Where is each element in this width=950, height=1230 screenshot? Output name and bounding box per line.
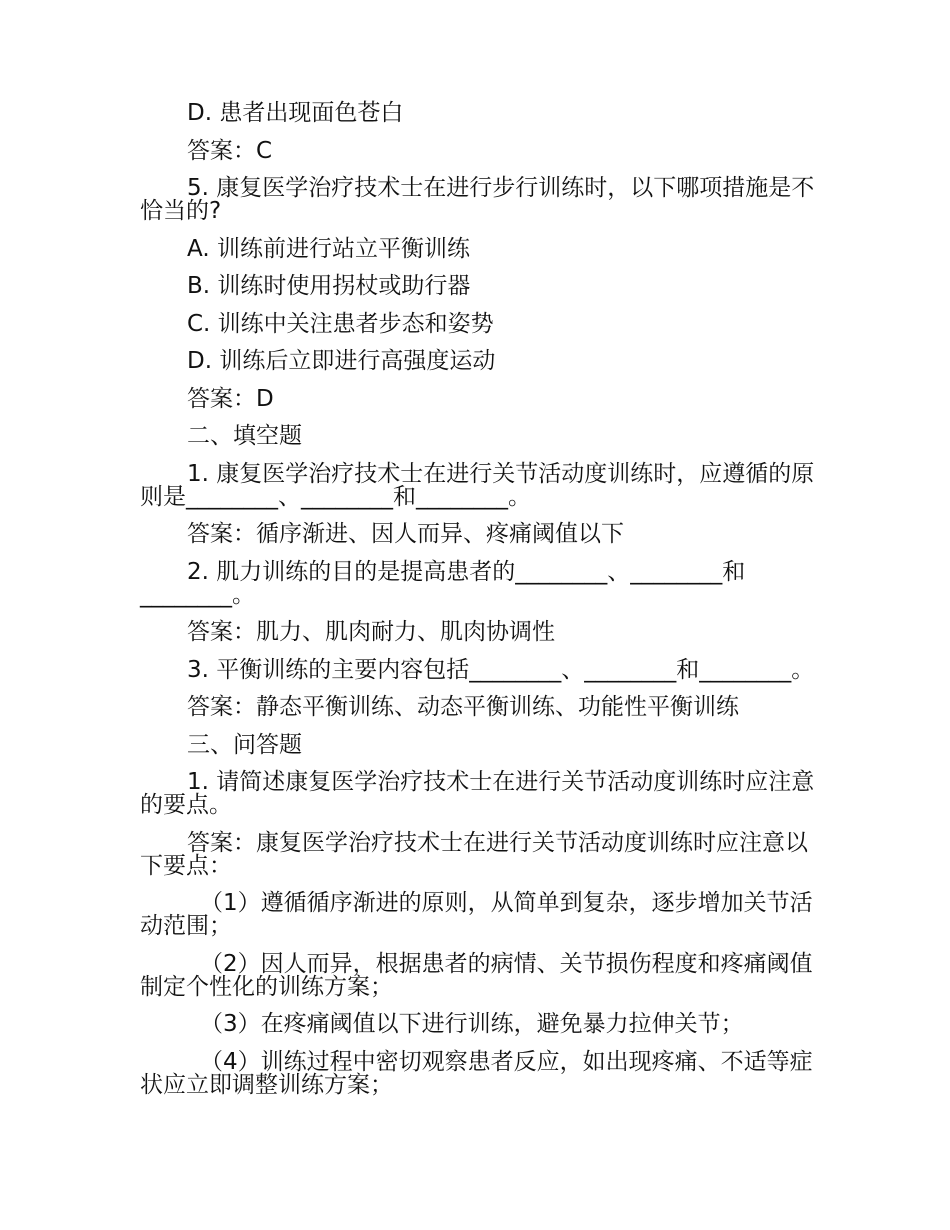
option-c: C. 训练中关注患者步态和姿势 xyxy=(187,310,494,337)
document-body xyxy=(140,102,820,1111)
fill-question-1: 1. 康复医学治疗技术士在进行关节活动度训练时，应遵循的原则是________、________和________。 xyxy=(140,460,815,510)
short-answer-point-2: （2）因人而异，根据患者的病情、关节损伤程度和疼痛阈值制定个性化的训练方案； xyxy=(140,950,813,1000)
short-answer-point-3: （3）在疼痛阈值以下进行训练，避免暴力拉伸关节； xyxy=(200,1011,744,1037)
short-question-1: 1. 请简述康复医学治疗技术士在进行关节活动度训练时应注意的要点。 xyxy=(140,769,815,818)
answer-c: 答案：C xyxy=(187,137,273,164)
question-5-gait-training: 5. 康复医学治疗技术士在进行步行训练时，以下哪项措施是不恰当的? xyxy=(140,175,815,224)
short-answer-point-4: （4）训练过程中密切观察患者反应，如出现疼痛、不适等症状应立即调整训练方案； xyxy=(140,1048,813,1098)
fill-answer-3: 答案：静态平衡训练、动态平衡训练、功能性平衡训练 xyxy=(187,694,739,720)
short-answer-intro: 答案：康复医学治疗技术士在进行关节活动度训练时应注意以下要点： xyxy=(140,829,808,879)
answer-d: 答案：D xyxy=(187,385,274,412)
fill-answer-1: 答案：循序渐进、因人而异、疼痛阈值以下 xyxy=(187,521,624,547)
fill-question-3: 3. 平衡训练的主要内容包括________、________和________。 xyxy=(187,656,815,683)
option-d-pale-complexion: D. 患者出现面色苍白 xyxy=(187,100,404,126)
option-b: B. 训练时使用拐杖或助行器 xyxy=(187,273,471,299)
section-short-answer: 三、问答题 xyxy=(187,731,302,758)
option-d: D. 训练后立即进行高强度运动 xyxy=(187,348,496,374)
option-a: A. 训练前进行站立平衡训练 xyxy=(187,235,470,262)
short-answer-point-1: （1）遵循循序渐进的原则，从简单到复杂，逐步增加关节活动范围； xyxy=(140,890,813,939)
section-fill-in-blank: 二、填空题 xyxy=(187,423,302,449)
fill-answer-2: 答案：肌力、肌肉耐力、肌肉协调性 xyxy=(187,619,555,645)
fill-question-2: 2. 肌力训练的目的是提高患者的________、________和________。 xyxy=(140,558,746,608)
